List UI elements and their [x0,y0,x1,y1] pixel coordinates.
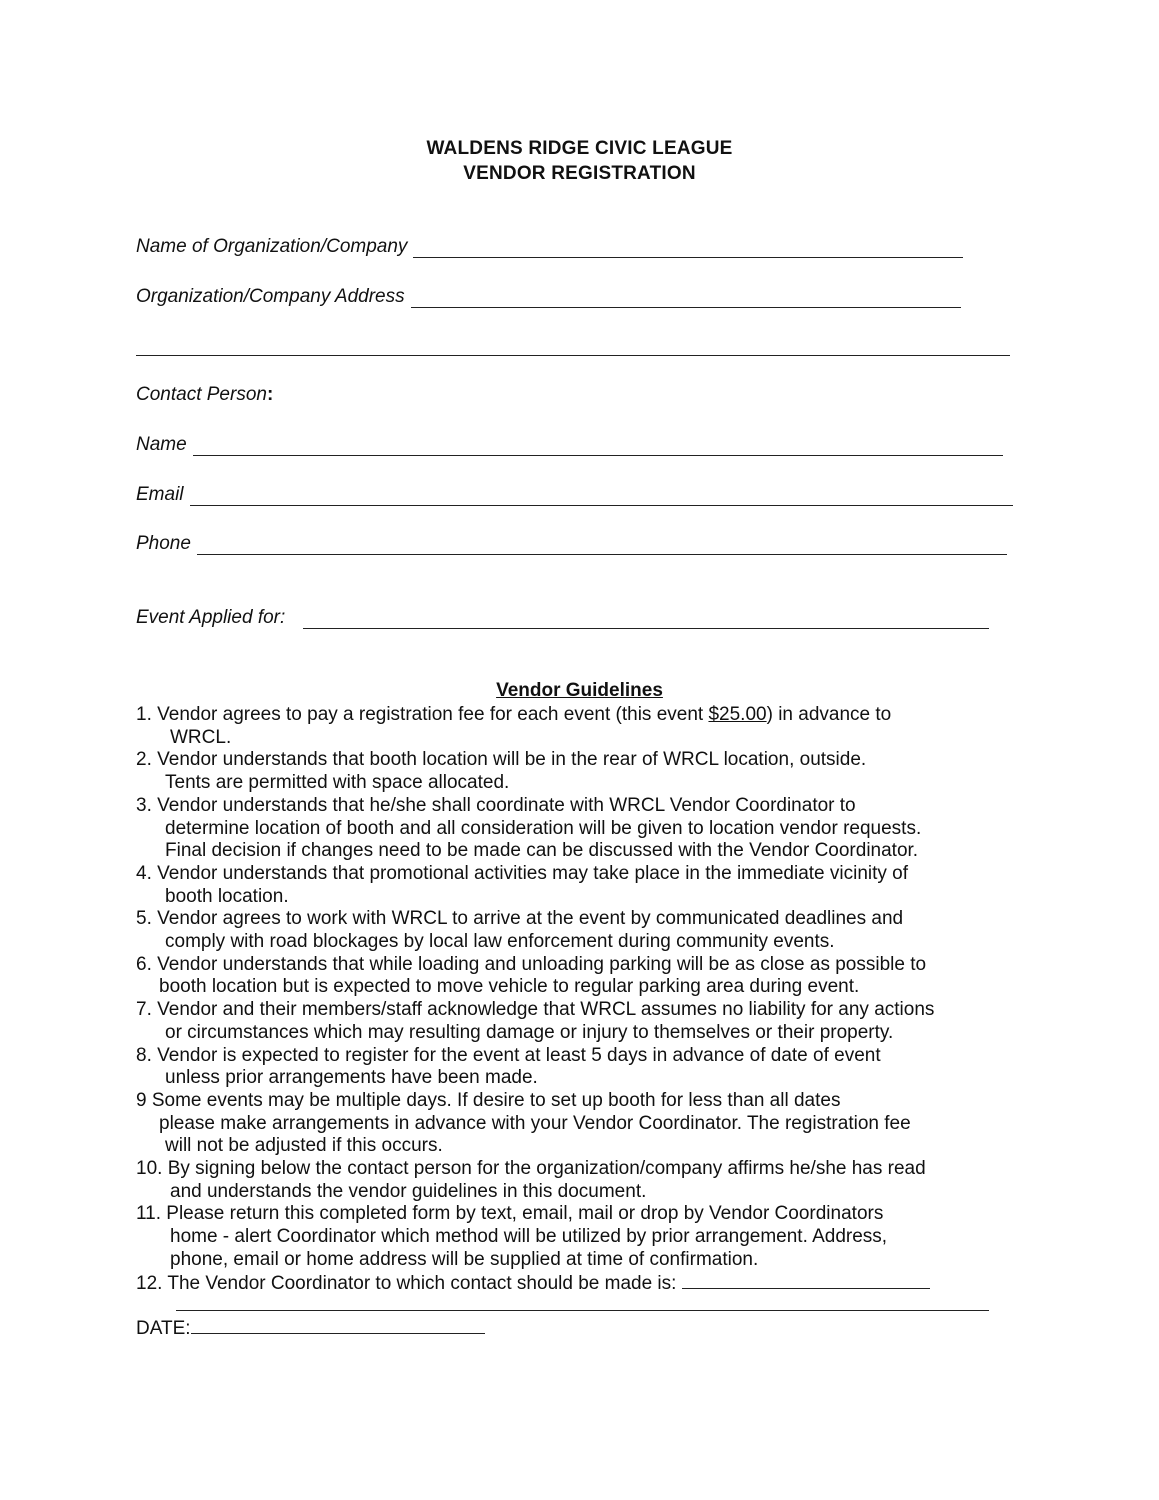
guideline-9-line-3: will not be adjusted if this occurs. [165,1135,443,1157]
contact-person-label: Contact Person [136,384,267,405]
guideline-9-line-1: 9 Some events may be multiple days. If desire to set up booth for less than all dates [136,1089,841,1111]
guideline-4-line-1: 4. Vendor understands that promotional activities may take place in the immediate vicinity of [136,862,909,884]
form-title: VENDOR REGISTRATION [463,163,696,184]
guideline-4-line-2: booth location. [165,885,289,907]
fee-suffix: ) in advance to [766,704,892,725]
guideline-1-text: 1. Vendor agrees to pay a registration fee for each event (this event [136,704,709,725]
guideline-2-line-1: 2. Vendor understands that booth location will be in the rear of WRCL location, outside. [136,749,867,771]
fee-amount: $25.00 [708,704,767,725]
guidelines-title: Vendor Guidelines [496,680,663,701]
org-name-label: Name of Organization/Company [136,236,408,257]
date-line[interactable] [191,1317,485,1334]
org-address-line[interactable] [411,289,961,308]
org-name-line[interactable] [413,239,963,258]
guideline-12-line-2 [176,1294,989,1318]
date-row [136,1317,485,1341]
date-label: DATE: [136,1317,191,1339]
guideline-8-line-1: 8. Vendor is expected to register for the event at least 5 days in advance of date of event [136,1044,881,1066]
guideline-6-line-2: booth location but is expected to move vehicle to regular parking area during event. [159,976,860,998]
guideline-2-line-2: Tents are permitted with space allocated. [165,772,510,794]
org-address-line-2[interactable] [136,337,1010,356]
guideline-7-line-1: 7. Vendor and their members/staff acknowledge that WRCL assumes no liability for any actions [136,999,935,1021]
guideline-6-line-1: 6. Vendor understands that while loading and unloading parking will be as close as possible to [136,953,927,975]
guideline-1-line-2: WRCL. [170,726,232,748]
contact-name-field [136,434,1003,456]
email-line[interactable] [190,487,1013,506]
contact-email-field [136,484,1013,506]
guideline-12-text: 12. The Vendor Coordinator to which contact should be made is: [136,1272,682,1294]
guideline-11-line-3: phone, email or home address will be supplied at time of confirmation. [170,1248,759,1270]
guideline-3-line-1: 3. Vendor understands that he/she shall coordinate with WRCL Vendor Coordinator to [136,794,856,816]
contact-person-colon: : [266,384,274,405]
org-address-field [136,286,961,308]
org-title: WALDENS RIDGE CIVIC LEAGUE [426,138,733,159]
contact-person-heading [136,384,273,406]
guideline-11-line-2: home - alert Coordinator which method will be utilized by prior arrangement. Address, [170,1226,888,1248]
email-label: Email [136,484,184,505]
contact-phone-field [136,533,1007,555]
coordinator-line[interactable] [682,1272,930,1289]
event-line[interactable] [303,610,989,629]
event-label: Event Applied for: [136,607,286,628]
guideline-5-line-2: comply with road blockages by local law enforcement during community events. [165,931,835,952]
org-address-label: Organization/Company Address [136,286,405,307]
guideline-7-line-2: or circumstances which may resulting damage or injury to themselves or their property. [165,1021,894,1043]
name-line[interactable] [193,437,1003,456]
guideline-10-line-1: 10. By signing below the contact person for the organization/company affirms he/she has read [136,1158,926,1179]
guideline-10-line-2: and understands the vendor guidelines in this document. [170,1180,647,1202]
guideline-1-line-1 [136,704,891,727]
event-applied-field [136,607,989,629]
guideline-11-line-1: 11. Please return this completed form by text, email, mail or drop by Vendor Coordinators [136,1203,884,1225]
org-name-field [136,236,963,258]
coordinator-line-2[interactable] [176,1294,989,1311]
guideline-3-line-2: determine location of booth and all consideration will be given to location vendor requests. [165,817,922,839]
phone-line[interactable] [197,536,1007,555]
guideline-9-line-2: please make arrangements in advance with your Vendor Coordinator. The registration fee [159,1112,911,1134]
guideline-8-line-2: unless prior arrangements have been made. [165,1067,538,1089]
guideline-3-line-3: Final decision if changes need to be made can be discussed with the Vendor Coordinator. [165,840,919,862]
phone-label: Phone [136,533,191,554]
guideline-12-line-1 [136,1272,930,1296]
guideline-5-line-1: 5. Vendor agrees to work with WRCL to arrive at the event by communicated deadlines and [136,908,904,930]
name-label: Name [136,434,187,455]
